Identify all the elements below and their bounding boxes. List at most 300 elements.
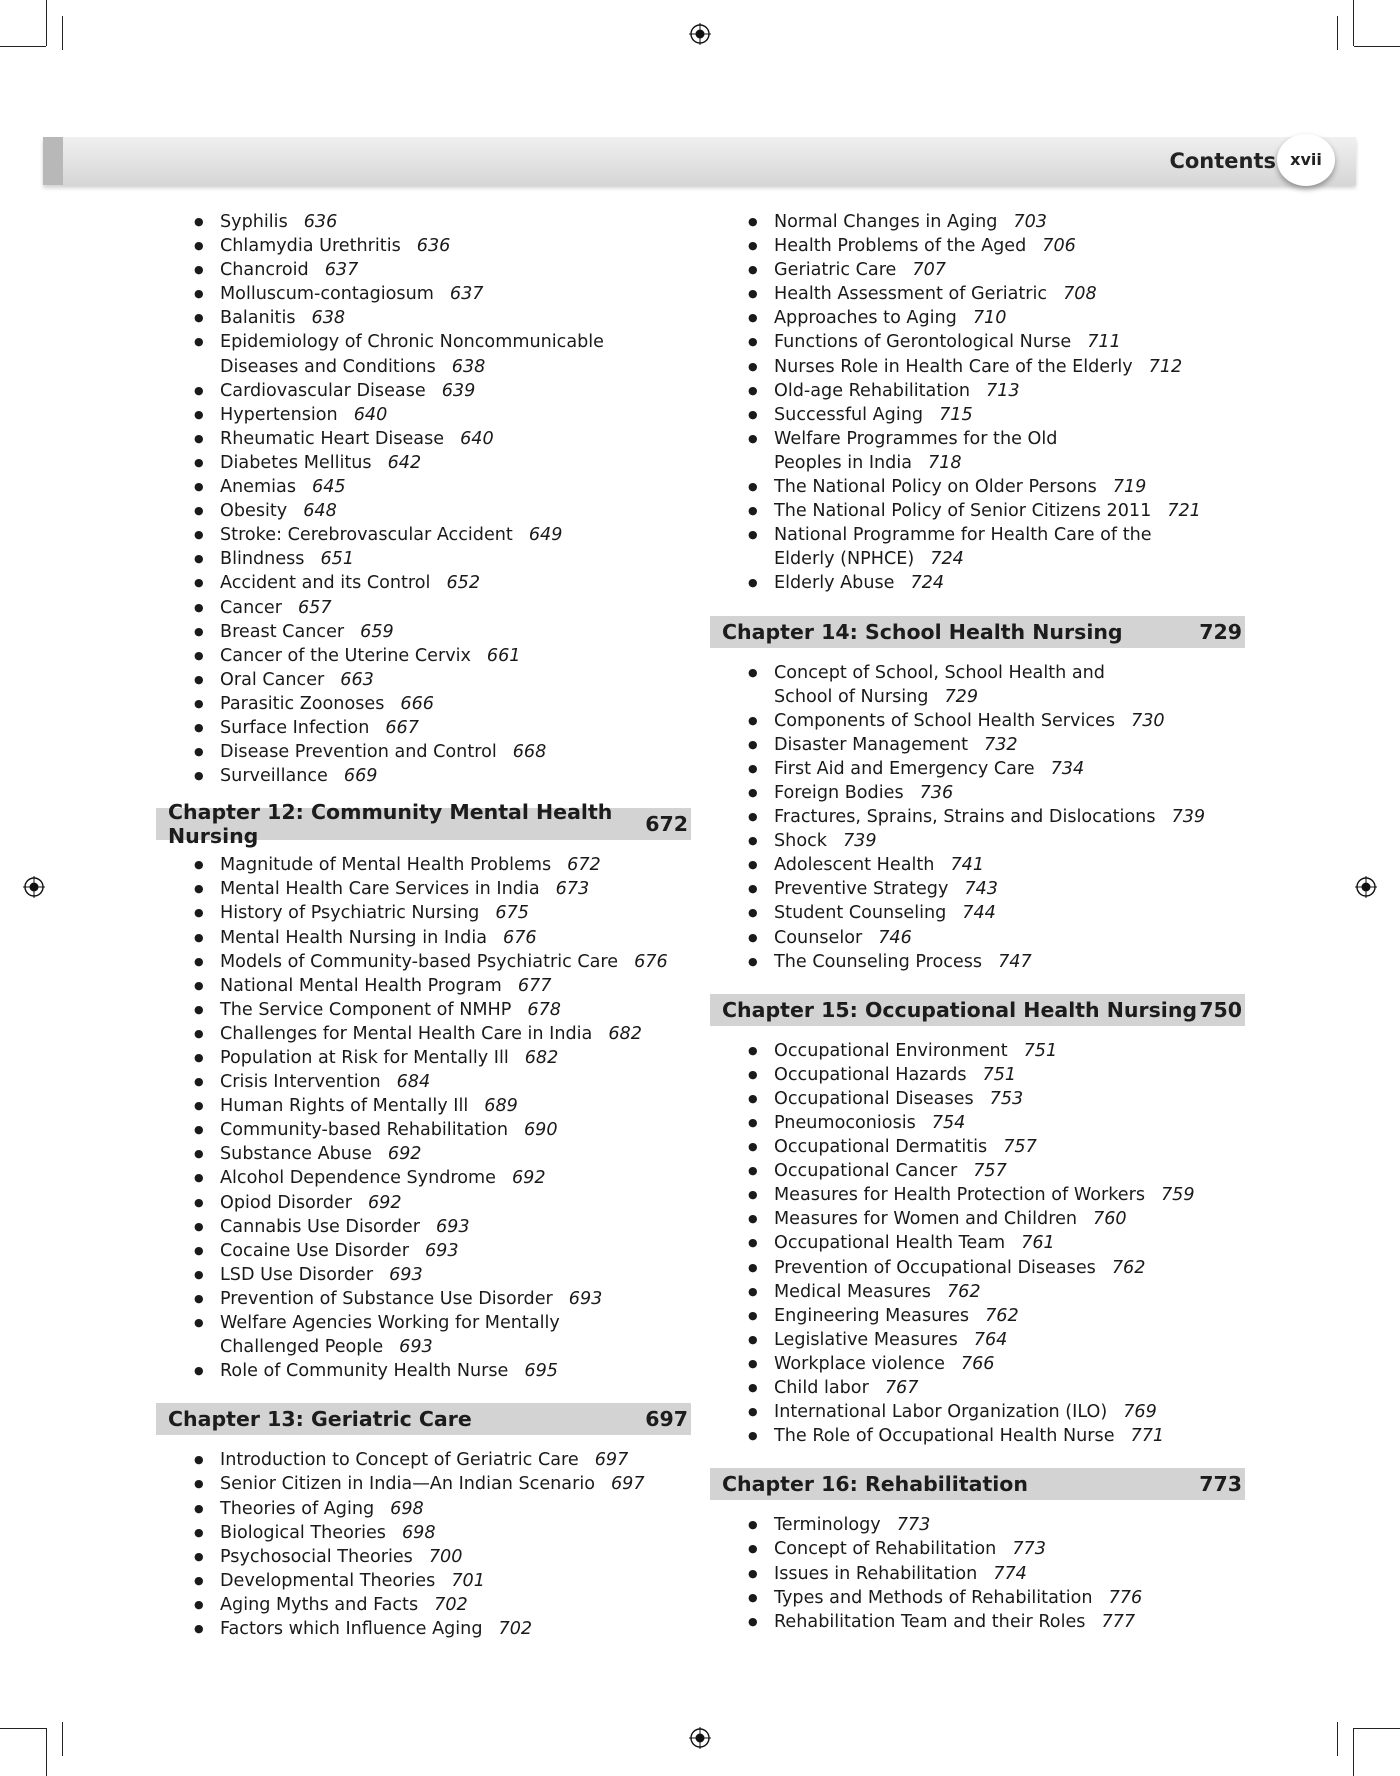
chapter-title: Chapter 13: Geriatric Care xyxy=(168,1407,472,1432)
toc-entry xyxy=(774,1376,1245,1400)
toc-entry-title-continued: Challenged People xyxy=(220,1337,384,1358)
registration-mark-icon xyxy=(689,23,711,45)
toc-entry-page: 773 xyxy=(896,1515,931,1536)
toc-entry-page: 659 xyxy=(360,621,394,642)
toc-entry-title: The National Policy of Senior Citizens 2011 xyxy=(774,501,1152,522)
toc-entry-title: The Role of Occupational Health Nurse xyxy=(774,1426,1115,1447)
toc-entry xyxy=(774,1183,1245,1207)
toc-entry xyxy=(774,1304,1245,1328)
toc-entry-title: Magnitude of Mental Health Problems xyxy=(220,855,552,876)
toc-entry-page: 652 xyxy=(446,573,481,594)
chapter-heading xyxy=(156,800,691,849)
toc-entry-page: 692 xyxy=(367,1192,402,1213)
crop-mark xyxy=(62,16,63,50)
toc-entry-page: 636 xyxy=(303,212,338,232)
toc-entry xyxy=(220,620,691,644)
toc-entry-title: Occupational Diseases xyxy=(774,1088,974,1109)
toc-entry-title: Geriatric Care xyxy=(774,260,897,281)
toc-entry xyxy=(220,1094,691,1118)
toc-entry-page: 702 xyxy=(434,1594,468,1615)
toc-entry-title: Mental Health Nursing in India xyxy=(220,927,487,948)
toc-entry-page: 666 xyxy=(400,693,434,714)
toc-entry-page: 668 xyxy=(512,742,547,763)
toc-entry xyxy=(220,853,691,877)
toc-entry xyxy=(774,901,1245,925)
toc-entry xyxy=(220,1263,691,1287)
toc-entry-title: Aging Myths and Facts xyxy=(220,1594,419,1615)
toc-entry-title: History of Psychiatric Nursing xyxy=(220,903,480,924)
toc-entry-page: 751 xyxy=(1023,1040,1058,1061)
toc-entry-title: Counselor xyxy=(774,927,863,948)
toc-entry xyxy=(774,1231,1245,1255)
crop-mark xyxy=(1353,0,1354,46)
toc-entry xyxy=(220,571,691,595)
crop-mark xyxy=(0,46,46,47)
crop-mark xyxy=(0,1728,46,1729)
toc-entry-title: Models of Community-based Psychiatric Care xyxy=(220,951,619,972)
toc-entry xyxy=(220,596,691,620)
toc-entry xyxy=(220,1166,691,1190)
toc-entry xyxy=(220,877,691,901)
toc-entry-page: 678 xyxy=(527,999,561,1020)
toc-list xyxy=(710,1039,1245,1449)
toc-entry-title: Student Counseling xyxy=(774,903,947,924)
toc-entry-page: 637 xyxy=(324,260,359,281)
toc-entry xyxy=(220,1448,691,1472)
page-number-badge: xvii xyxy=(1277,134,1335,186)
toc-entry-title: The Counseling Process xyxy=(774,951,983,972)
toc-entry-title: Components of School Health Services xyxy=(774,710,1116,731)
toc-entry xyxy=(220,379,691,403)
toc-entry-title: Senior Citizen in India—An Indian Scenario xyxy=(220,1474,595,1495)
chapter-title: Chapter 12: Community Mental Health Nursing xyxy=(168,800,613,849)
toc-entry-page: 743 xyxy=(964,879,998,900)
toc-entry xyxy=(220,451,691,475)
toc-entry-page: 732 xyxy=(984,734,1018,755)
toc-entry-title: Occupational Cancer xyxy=(774,1161,958,1182)
toc-entry-title: Rehabilitation Team and their Roles xyxy=(774,1611,1086,1632)
toc-entry xyxy=(774,1610,1245,1634)
toc-entry-page: 767 xyxy=(884,1378,919,1399)
toc-list xyxy=(710,210,1245,596)
toc-entry xyxy=(220,1359,691,1383)
toc-entry xyxy=(220,306,691,330)
toc-entry-page: 715 xyxy=(939,404,973,425)
toc-entry-title: Approaches to Aging xyxy=(774,308,957,329)
toc-entry-page: 718 xyxy=(928,452,962,473)
toc-entry-page: 712 xyxy=(1148,356,1183,377)
toc-entry xyxy=(774,829,1245,853)
registration-mark-icon xyxy=(23,876,45,898)
chapter-title: Chapter 15: Occupational Health Nursing xyxy=(722,997,1198,1022)
toc-entry xyxy=(774,258,1245,282)
toc-entry-page: 747 xyxy=(998,951,1032,972)
toc-entry xyxy=(774,475,1245,499)
toc-entry-title: Disaster Management xyxy=(774,734,968,755)
toc-entry-title: Opiod Disorder xyxy=(220,1192,352,1213)
toc-entry xyxy=(774,1562,1245,1586)
toc-entry-page: 693 xyxy=(424,1240,459,1261)
toc-entry-title: Occupational Dermatitis xyxy=(774,1137,988,1158)
header-tab xyxy=(43,137,63,185)
toc-entry xyxy=(774,306,1245,330)
toc-entry-title: Cardiovascular Disease xyxy=(220,380,426,401)
toc-entry-title: Concept of Rehabilitation xyxy=(774,1539,997,1560)
toc-entry-page: 693 xyxy=(435,1216,470,1237)
toc-entry xyxy=(774,709,1245,733)
toc-entry-page: 754 xyxy=(931,1113,966,1133)
toc-entry-page: 769 xyxy=(1123,1402,1157,1423)
toc-entry-page: 673 xyxy=(555,879,590,900)
toc-entry xyxy=(774,1352,1245,1376)
toc-entry-page: 689 xyxy=(484,1096,518,1117)
toc-entry xyxy=(774,757,1245,781)
toc-entry-title: Role of Community Health Nurse xyxy=(220,1361,509,1382)
toc-list xyxy=(156,1448,691,1641)
toc-entry-page: 703 xyxy=(1013,212,1048,232)
toc-entry-page: 751 xyxy=(982,1064,1017,1085)
toc-entry-title: Concept of School, School Health and xyxy=(774,662,1105,683)
toc-entry-page: 711 xyxy=(1087,332,1121,353)
toc-entry-page: 739 xyxy=(842,831,877,852)
toc-entry-page: 776 xyxy=(1108,1587,1143,1608)
toc-entry-title: Chancroid xyxy=(220,260,309,281)
toc-entry xyxy=(774,427,1245,475)
toc-entry-title: Surveillance xyxy=(220,766,328,787)
toc-entry xyxy=(220,1022,691,1046)
toc-entry xyxy=(774,1513,1245,1537)
toc-entry xyxy=(220,1497,691,1521)
toc-entry-title: The National Policy on Older Persons xyxy=(774,477,1097,498)
toc-entry-title: Alcohol Dependence Syndrome xyxy=(220,1168,496,1189)
toc-entry-title: Successful Aging xyxy=(774,404,924,425)
toc-entry-page: 762 xyxy=(985,1305,1019,1326)
toc-entry-title: Normal Changes in Aging xyxy=(774,212,998,232)
toc-entry xyxy=(220,1287,691,1311)
toc-entry-title: Nurses Role in Health Care of the Elderly xyxy=(774,356,1133,377)
toc-entry xyxy=(220,1215,691,1239)
toc-entry xyxy=(220,1545,691,1569)
chapter-heading xyxy=(710,1468,1245,1500)
toc-entry xyxy=(774,1400,1245,1424)
crop-mark xyxy=(1354,1728,1400,1729)
toc-entry-title: Blindness xyxy=(220,549,305,570)
registration-mark-icon xyxy=(689,1727,711,1749)
toc-entry-title: First Aid and Emergency Care xyxy=(774,758,1035,779)
toc-entry-page: 698 xyxy=(401,1522,436,1543)
toc-entry-title: Rheumatic Heart Disease xyxy=(220,428,445,449)
toc-entry-page: 692 xyxy=(511,1168,546,1189)
toc-entry xyxy=(774,499,1245,523)
toc-entry-page: 638 xyxy=(311,308,346,329)
toc-entry-title: Human Rights of Mentally Ill xyxy=(220,1096,469,1117)
toc-entry xyxy=(220,644,691,668)
toc-entry-title: Surface Infection xyxy=(220,717,370,738)
toc-entry-page: 736 xyxy=(919,782,954,803)
toc-entry xyxy=(774,1424,1245,1448)
toc-entry xyxy=(220,258,691,282)
toc-entry-page: 730 xyxy=(1131,710,1165,731)
toc-entry-title: Biological Theories xyxy=(220,1522,386,1543)
toc-entry-page: 766 xyxy=(960,1353,995,1374)
toc-entry-page: 697 xyxy=(594,1450,629,1471)
toc-entry-page: 661 xyxy=(486,645,521,666)
toc-entry-page: 708 xyxy=(1063,284,1097,305)
toc-entry xyxy=(220,1191,691,1215)
toc-entry-title: Population at Risk for Mentally Ill xyxy=(220,1048,509,1068)
toc-entry-page: 764 xyxy=(973,1329,1008,1350)
toc-entry-page: 637 xyxy=(449,284,484,305)
chapter-page: 672 xyxy=(645,812,688,837)
toc-entry xyxy=(774,1063,1245,1087)
crop-mark xyxy=(62,1722,63,1756)
toc-entry xyxy=(774,210,1245,234)
toc-entry xyxy=(774,877,1245,901)
toc-entry-page: 697 xyxy=(610,1474,645,1495)
toc-entry xyxy=(774,805,1245,829)
toc-entry-title: Stroke: Cerebrovascular Accident xyxy=(220,525,513,546)
toc-entry xyxy=(774,330,1245,354)
toc-entry-title: Workplace violence xyxy=(774,1353,945,1374)
toc-entry-title: National Mental Health Program xyxy=(220,975,502,996)
toc-entry xyxy=(220,499,691,523)
toc-entry-page: 649 xyxy=(528,525,563,546)
toc-entry-page: 672 xyxy=(567,855,601,876)
toc-entry xyxy=(220,210,691,234)
toc-entry-title: Medical Measures xyxy=(774,1281,931,1302)
toc-entry-title: Hypertension xyxy=(220,404,338,425)
toc-entry-title: Occupational Environment xyxy=(774,1040,1008,1061)
toc-entry xyxy=(774,926,1245,950)
toc-entry-title: LSD Use Disorder xyxy=(220,1264,374,1285)
toc-entry xyxy=(220,523,691,547)
toc-entry-page: 739 xyxy=(1171,807,1206,828)
toc-entry-title: Breast Cancer xyxy=(220,621,345,642)
toc-entry-page: 753 xyxy=(989,1088,1024,1109)
toc-entry xyxy=(774,661,1245,709)
toc-entry-title: Occupational Hazards xyxy=(774,1064,967,1085)
toc-entry xyxy=(774,1280,1245,1304)
toc-entry xyxy=(220,282,691,306)
toc-entry-page: 721 xyxy=(1167,501,1201,522)
toc-entry-page: 729 xyxy=(944,686,979,707)
toc-entry-page: 724 xyxy=(930,549,964,570)
toc-entry xyxy=(774,1207,1245,1231)
right-column xyxy=(710,210,1245,1634)
toc-entry-title: Issues in Rehabilitation xyxy=(774,1563,978,1584)
toc-entry xyxy=(774,1586,1245,1610)
running-header xyxy=(43,137,1356,185)
toc-entry-title: Pneumoconiosis xyxy=(774,1113,916,1133)
toc-entry-page: 724 xyxy=(910,573,945,594)
chapter-page: 773 xyxy=(1199,1472,1242,1497)
toc-entry-title: Cancer xyxy=(220,597,282,618)
toc-entry xyxy=(220,1239,691,1263)
toc-entry-title: Preventive Strategy xyxy=(774,879,949,900)
crop-mark xyxy=(46,1728,47,1776)
chapter-page: 697 xyxy=(645,1407,688,1432)
toc-entry xyxy=(220,475,691,499)
toc-entry-title: Obesity xyxy=(220,501,288,522)
toc-entry xyxy=(220,668,691,692)
toc-entry xyxy=(774,571,1245,595)
toc-entry-page: 638 xyxy=(451,356,486,377)
toc-entry xyxy=(220,901,691,925)
toc-entry-title: Oral Cancer xyxy=(220,669,325,690)
toc-entry-page: 648 xyxy=(303,501,337,522)
toc-entry-title: Theories of Aging xyxy=(220,1498,375,1519)
toc-entry-page: 734 xyxy=(1050,758,1085,779)
toc-entry xyxy=(220,330,691,378)
toc-entry-page: 690 xyxy=(523,1120,558,1141)
toc-entry-title: Elderly Abuse xyxy=(774,573,895,594)
chapter-heading xyxy=(156,1403,691,1435)
toc-entry-title: Prevention of Occupational Diseases xyxy=(774,1257,1096,1278)
toc-entry-page: 713 xyxy=(986,380,1020,401)
toc-entry-page: 757 xyxy=(1003,1137,1037,1158)
toc-entry-title: Functions of Gerontological Nurse xyxy=(774,332,1072,353)
crop-mark xyxy=(1354,46,1400,47)
toc-entry xyxy=(774,523,1245,571)
toc-entry xyxy=(220,692,691,716)
toc-entry-page: 706 xyxy=(1042,236,1076,257)
toc-entry-title: Measures for Women and Children xyxy=(774,1209,1078,1230)
toc-entry-page: 669 xyxy=(343,766,378,787)
toc-entry-title-continued: Peoples in India xyxy=(774,452,913,473)
toc-entry-page: 640 xyxy=(353,404,388,425)
toc-entry-title: National Programme for Health Care of the xyxy=(774,525,1152,546)
toc-entry-title: Cocaine Use Disorder xyxy=(220,1240,409,1261)
toc-entry-page: 676 xyxy=(503,927,537,948)
toc-entry xyxy=(220,998,691,1022)
toc-entry-page: 759 xyxy=(1160,1185,1195,1206)
toc-entry xyxy=(220,716,691,740)
toc-entry-title: Epidemiology of Chronic Noncommunicable xyxy=(220,332,604,353)
chapter-heading xyxy=(710,994,1245,1026)
toc-entry-title: Health Assessment of Geriatric xyxy=(774,284,1048,305)
toc-entry-page: 707 xyxy=(912,260,946,281)
toc-entry-title: Fractures, Sprains, Strains and Dislocations xyxy=(774,807,1156,828)
toc-entry xyxy=(774,1256,1245,1280)
toc-entry xyxy=(220,926,691,950)
toc-entry-title: Cancer of the Uterine Cervix xyxy=(220,645,471,666)
toc-entry-page: 774 xyxy=(993,1563,1027,1584)
toc-entry-title: Community-based Rehabilitation xyxy=(220,1120,508,1141)
toc-entry-title: Psychosocial Theories xyxy=(220,1546,413,1567)
toc-entry-page: 741 xyxy=(950,855,985,876)
registration-mark-icon xyxy=(1355,876,1377,898)
toc-entry xyxy=(774,1111,1245,1135)
toc-entry-page: 651 xyxy=(320,549,355,570)
toc-entry-page: 682 xyxy=(608,1023,642,1044)
toc-entry xyxy=(220,1142,691,1166)
toc-entry-page: 701 xyxy=(451,1570,485,1591)
toc-entry-title: Crisis Intervention xyxy=(220,1072,381,1093)
toc-entry xyxy=(774,403,1245,427)
toc-entry-title: Health Problems of the Aged xyxy=(774,236,1027,257)
toc-entry xyxy=(220,1118,691,1142)
toc-entry-page: 771 xyxy=(1130,1426,1165,1447)
toc-entry-title: Shock xyxy=(774,831,827,852)
toc-entry xyxy=(220,1593,691,1617)
chapter-page: 729 xyxy=(1199,619,1242,644)
toc-entry-page: 702 xyxy=(498,1618,533,1639)
toc-entry-page: 698 xyxy=(390,1498,424,1519)
toc-entry-title: Occupational Health Team xyxy=(774,1233,1006,1254)
toc-entry xyxy=(220,1046,691,1070)
toc-list xyxy=(156,210,691,788)
toc-entry-page: 693 xyxy=(399,1337,433,1358)
page-title: Contents xyxy=(1169,149,1276,173)
toc-entry-title: Mental Health Care Services in India xyxy=(220,879,540,900)
toc-entry-page: 760 xyxy=(1093,1209,1127,1230)
toc-entry-title: Substance Abuse xyxy=(220,1144,372,1165)
toc-entry-page: 675 xyxy=(495,903,529,924)
toc-entry-title: Foreign Bodies xyxy=(774,782,904,803)
toc-entry-title: Adolescent Health xyxy=(774,855,935,876)
toc-entry-page: 695 xyxy=(524,1361,558,1382)
toc-entry xyxy=(220,1521,691,1545)
toc-entry-page: 639 xyxy=(441,380,476,401)
toc-entry-title: Disease Prevention and Control xyxy=(220,742,497,763)
toc-entry-page: 677 xyxy=(517,975,552,996)
toc-entry-title: Developmental Theories xyxy=(220,1570,436,1591)
toc-entry xyxy=(220,234,691,258)
toc-entry-page: 684 xyxy=(396,1072,431,1093)
toc-entry-title: Diabetes Mellitus xyxy=(220,452,372,473)
toc-entry-page: 663 xyxy=(340,669,374,690)
toc-entry-page: 719 xyxy=(1112,477,1147,498)
toc-entry xyxy=(220,1472,691,1496)
toc-entry-page: 693 xyxy=(568,1288,603,1309)
crop-mark xyxy=(1353,1728,1354,1776)
chapter-title: Chapter 16: Rehabilitation xyxy=(722,1472,1028,1497)
toc-entry-title: Prevention of Substance Use Disorder xyxy=(220,1288,553,1309)
crop-mark xyxy=(1337,16,1338,50)
toc-entry-title: Anemias xyxy=(220,477,296,498)
toc-entry-title: Measures for Health Protection of Workers xyxy=(774,1185,1145,1206)
toc-entry-page: 700 xyxy=(428,1546,463,1567)
toc-entry xyxy=(220,547,691,571)
toc-entry-title: Legislative Measures xyxy=(774,1329,958,1350)
toc-entry-page: 692 xyxy=(387,1144,422,1165)
toc-entry-title: Types and Methods of Rehabilitation xyxy=(774,1587,1093,1608)
toc-entry xyxy=(774,781,1245,805)
toc-entry-page: 682 xyxy=(524,1048,559,1068)
toc-entry xyxy=(774,282,1245,306)
toc-entry xyxy=(220,950,691,974)
toc-entry-title: The Service Component of NMHP xyxy=(220,999,512,1020)
toc-entry-title: Terminology xyxy=(774,1515,881,1536)
toc-entry xyxy=(774,1087,1245,1111)
toc-entry-page: 744 xyxy=(962,903,996,924)
toc-entry xyxy=(220,1311,691,1359)
toc-entry xyxy=(774,1039,1245,1063)
crop-mark xyxy=(1337,1722,1338,1756)
chapter-heading xyxy=(710,616,1245,648)
toc-entry-page: 777 xyxy=(1101,1611,1136,1632)
toc-entry-page: 642 xyxy=(387,452,422,473)
toc-list xyxy=(710,1513,1245,1633)
toc-entry-page: 636 xyxy=(416,236,451,257)
toc-entry-page: 640 xyxy=(460,428,494,449)
toc-entry xyxy=(220,403,691,427)
toc-entry xyxy=(220,974,691,998)
toc-entry-page: 667 xyxy=(385,717,419,738)
toc-entry-title: Cannabis Use Disorder xyxy=(220,1216,420,1237)
toc-entry-title: Engineering Measures xyxy=(774,1305,970,1326)
chapter-page: 750 xyxy=(1199,997,1242,1022)
